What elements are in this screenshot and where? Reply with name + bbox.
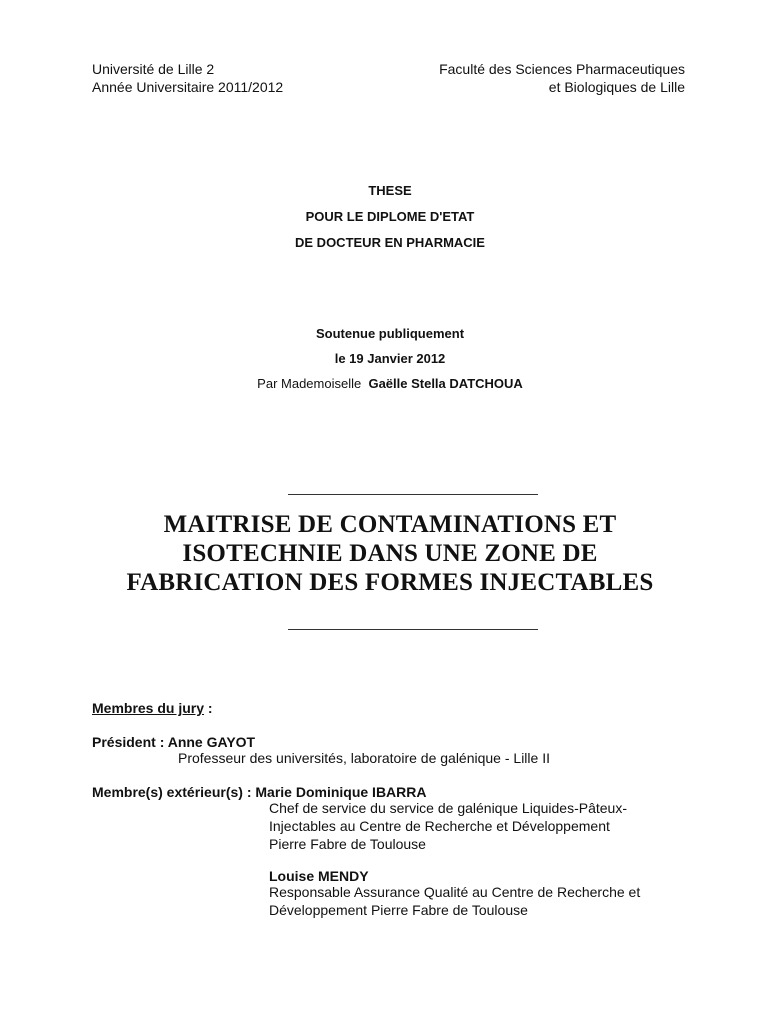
thesis-line3: DE DOCTEUR EN PHARMACIE xyxy=(295,235,485,250)
thesis-line1: THESE xyxy=(368,183,412,198)
title-line3: FABRICATION DES FORMES INJECTABLES xyxy=(126,569,654,596)
jury-member2-description xyxy=(269,883,640,919)
external-desc-line2: Injectables au Centre de Recherche et Développement xyxy=(269,818,610,834)
faculty-name-line2: et Biologiques de Lille xyxy=(548,79,685,95)
jury-member2-name: Louise MENDY xyxy=(269,868,369,884)
jury-external-member: Membre(s) extérieur(s) : Marie Dominique IBARRA xyxy=(92,784,427,800)
faculty-name-line1: Faculté des Sciences Pharmaceutiques xyxy=(439,61,685,77)
university-name: Université de Lille 2 xyxy=(92,61,215,77)
header-faculty-block xyxy=(439,60,685,96)
author-name: Gaëlle Stella DATCHOUA xyxy=(368,376,523,391)
thesis-type-block xyxy=(0,178,770,256)
title-rule-bottom xyxy=(288,629,538,630)
title-rule-top xyxy=(288,494,538,495)
jury-heading-colon: : xyxy=(204,700,213,716)
external-desc-line3: Pierre Fabre de Toulouse xyxy=(269,836,426,852)
jury-president: Président : Anne GAYOT xyxy=(92,734,256,750)
jury-heading xyxy=(92,699,213,717)
member2-desc-line1: Responsable Assurance Qualité au Centre de Recherche et xyxy=(269,884,641,900)
title-line1: MAITRISE DE CONTAMINATIONS ET xyxy=(163,511,617,538)
defense-date: le 19 Janvier 2012 xyxy=(334,351,446,366)
jury-heading-text: Membres du jury xyxy=(92,700,205,716)
header-university-block xyxy=(92,60,283,96)
thesis-title xyxy=(0,510,770,597)
member2-desc-line2: Développement Pierre Fabre de Toulouse xyxy=(269,902,528,918)
defense-block xyxy=(0,321,770,396)
academic-year: Année Universitaire 2011/2012 xyxy=(92,79,284,95)
author-prefix: Par Mademoiselle xyxy=(257,376,362,391)
external-desc-line1: Chef de service du service de galénique Liquides-Pâteux- xyxy=(269,800,627,816)
defense-author-line xyxy=(0,371,770,396)
jury-external-description xyxy=(269,799,627,853)
jury-president-description: Professeur des universités, laboratoire de galénique - Lille II xyxy=(178,750,550,766)
title-line2: ISOTECHNIE DANS UNE ZONE DE xyxy=(182,540,598,567)
defense-line1: Soutenue publiquement xyxy=(315,326,465,341)
thesis-line2: POUR LE DIPLOME D'ETAT xyxy=(305,209,475,224)
